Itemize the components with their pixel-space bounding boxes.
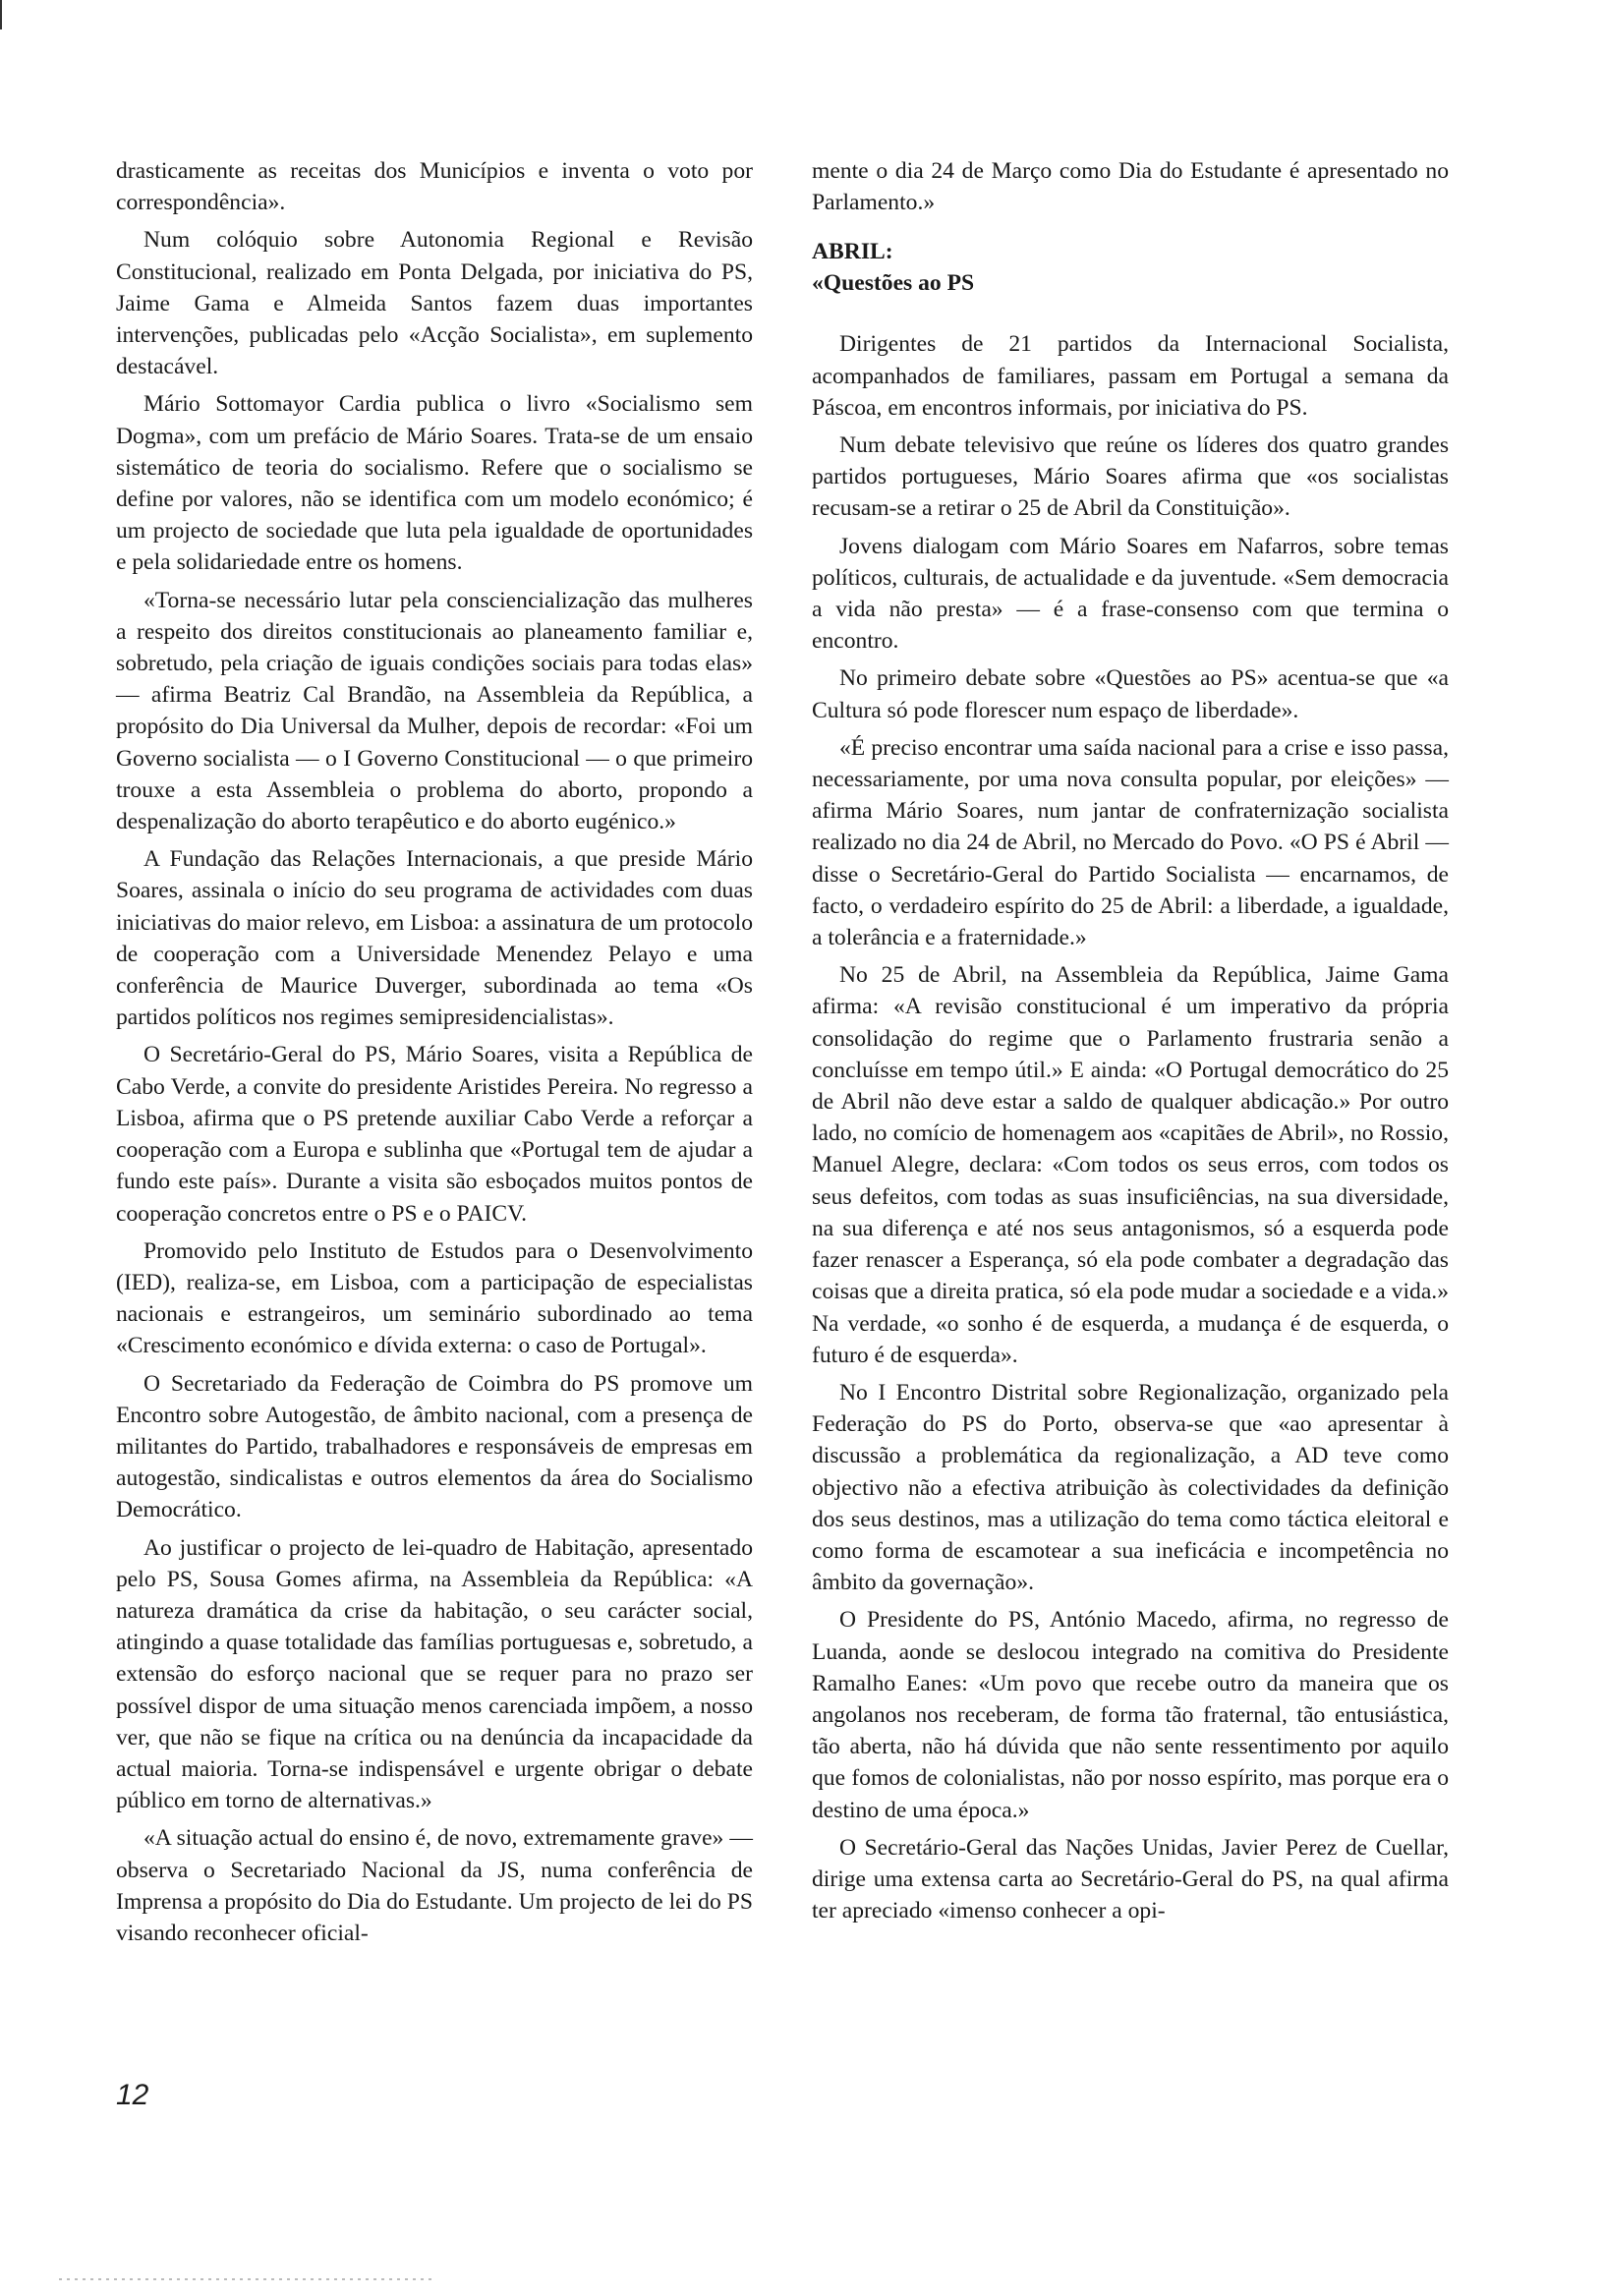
section-subheading: «Questões ao PS	[812, 270, 975, 297]
paragraph: drasticamente as receitas dos Municípios e inventa o voto por correspondência».	[116, 158, 753, 216]
scan-edge-mark	[0, 0, 2, 29]
paragraph: O Presidente do PS, António Macedo, afirma, no regresso de Luanda, aonde se deslocou integrado na comitiva do Presidente Ramalho Eanes: «Um povo que recebe outro da maneira que os angolanos nos receberam, de forma tão fraternal, tão entusiástica, tão aberta, não há dúvida que não sente ressentimento por aquilo que fomos de colonialistas, não por nosso espírito, mas porque era o destino de uma época.»	[812, 1607, 1449, 1823]
paragraph: O Secretário-Geral do PS, Mário Soares, visita a República de Cabo Verde, a convite do presidente Aristides Pereira. No regresso a Lisboa, afirma que o PS pretende auxiliar Cabo Verde a reforçar a cooperação com a Europa e sublinha que «Portugal tem de ajudar a fundo este país». Durante a visita são esboçados muitos pontos de cooperação concretos entre o PS e o PAICV.	[116, 1042, 753, 1227]
right-column	[812, 155, 1449, 1926]
paragraph: A Fundação das Relações Internacionais, a que preside Mário Soares, assinala o início do seu programa de actividades com duas iniciativas do maior relevo, em Lisboa: a assinatura de um protocolo de cooperação com a Universidade Menendez Pelayo e uma conferência de Maurice Duverger, subordinada ao tema «Os partidos políticos nos regimes semipresidencialistas».	[116, 846, 753, 1031]
paragraph: Ao justificar o projecto de lei-quadro de Habitação, apresentado pelo PS, Sousa Gomes afirma, na Assembleia da República: «A natureza dramática da crise da habitação, o seu carácter social, atingindo a quase totalidade das famílias portuguesas e, sobretudo, a extensão do esforço nacional que se requer para no prazo ser possível dispor de uma situação menos carenciada impõem, a nosso ver, que não se fique na crítica ou na denúncia da incapacidade da actual maioria. Torna-se indispensável e urgente obrigar o debate público em torno de alternativas.»	[116, 1534, 753, 1814]
paragraph: Num debate televisivo que reúne os líderes dos quatro grandes partidos portugueses, Mário Soares afirma que «os socialistas recusam-se a retirar o 25 de Abril da Constituição».	[812, 432, 1449, 522]
continued-paragraph: mente o dia 24 de Março como Dia do Estudante é apresentado no Parlamento.»	[812, 158, 1449, 216]
paragraph: No primeiro debate sobre «Questões ao PS» acentua-se que «a Cultura só pode florescer num espaço de liberdade».	[812, 665, 1449, 723]
paragraph: Num colóquio sobre Autonomia Regional e Revisão Constitucional, realizado em Ponta Delgada, por iniciativa do PS, Jaime Gama e Almeida Santos fazem duas importantes intervenções, publicadas pelo «Acção Socialista», em suplemento destacável.	[116, 227, 753, 380]
paragraph: «Torna-se necessário lutar pela consciencialização das mulheres a respeito dos direitos constitucionais ao planeamento familiar e, sobretudo, pela criação de iguais condições sociais para todas elas» — afirma Beatriz Cal Brandão, na Assembleia da República, a propósito do Dia Universal da Mulher, depois de recordar: «Foi um Governo socialista — o I Governo Constitucional — o que primeiro trouxe a esta Assembleia o problema do aborto, propondo a despenalização do aborto terapêutico e do aborto eugénico.»	[116, 587, 753, 835]
paragraph: O Secretariado da Federação de Coimbra do PS promove um Encontro sobre Autogestão, de âmbito nacional, com a presença de militantes do Partido, trabalhadores e responsáveis de empresas em autogestão, sindicalistas e outros elementos da área do Socialismo Democrático.	[116, 1370, 753, 1523]
paragraph: Promovido pelo Instituto de Estudos para o Desenvolvimento (IED), realiza-se, em Lisboa, com a participação de especialistas nacionais e estrangeiros, um seminário subordinado ao tema «Crescimento económico e dívida externa: o caso de Portugal».	[116, 1237, 753, 1359]
paragraph: «A situação actual do ensino é, de novo, extremamente grave» — observa o Secretariado Nacional da JS, numa conferência de Imprensa a propósito do Dia do Estudante. Um projecto de lei do PS visando reconhecer oficial-	[116, 1825, 753, 1946]
paragraph: Dirigentes de 21 partidos da Internacional Socialista, acompanhados de familiares, passam em Portugal a semana da Páscoa, em encontros informais, por iniciativa do PS.	[812, 331, 1449, 421]
left-column	[116, 155, 753, 1949]
paragraph: Mário Sottomayor Cardia publica o livro «Socialismo sem Dogma», com um prefácio de Mário Soares. Trata-se de um ensaio sistemático de teoria do socialismo. Refere que o socialismo se define por valores, não se identifica com um modelo económico; é um projecto de sociedade que luta pela igualdade de oportunidades e pela solidariedade entre os homens.	[116, 391, 753, 576]
paragraph: O Secretário-Geral das Nações Unidas, Javier Perez de Cuellar, dirige uma extensa carta ao Secretário-Geral do PS, na qual afirma ter apreciado «imenso conhecer a opi-	[812, 1834, 1449, 1924]
paragraph: No I Encontro Distrital sobre Regionalização, organizado pela Federação do PS do Porto, observa-se que «ao apresentar à discussão a problemática da regionalização, a AD teve como objectivo não a efectiva atribuição às colectividades da definição dos seus destinos, mas a utilização do tema como táctica eleitoral e como forma de escamotear a sua ineficácia e incompetência no âmbito da governação».	[812, 1379, 1449, 1596]
section-heading: ABRIL:	[812, 239, 893, 265]
paragraph: Jovens dialogam com Mário Soares em Nafarros, sobre temas políticos, culturais, de actualidade e da juventude. «Sem democracia a vida não presta» — é a frase-consenso com que termina o encontro.	[812, 533, 1449, 655]
paragraph: «É preciso encontrar uma saída nacional para a crise e isso passa, necessariamente, por uma nova consulta popular, por eleições» — afirma Mário Soares, num jantar de confraternização socialista realizado no dia 24 de Abril, no Mercado do Povo. «O PS é Abril — disse o Secretário-Geral do Partido Socialista — encarnamos, de facto, o verdadeiro espírito do 25 de Abril: a liberdade, a igualdade, a tolerância e a fraternidade.»	[812, 734, 1449, 951]
paragraph: No 25 de Abril, na Assembleia da República, Jaime Gama afirma: «A revisão constitucional é um imperativo da própria consolidação do regime que o Parlamento frustraria senão a concluísse em tempo útil.» E ainda: «O Portugal democrático do 25 de Abril não deve estar a saldo de qualquer abdicação.» Por outro lado, no comício de homenagem aos «capitães de Abril», no Rossio, Manuel Alegre, declara: «Com todos os seus erros, com todos os seus defeitos, com todas as suas insuficiências, na sua diversidade, na sua diferença e até nos seus antagonismos, só a esquerda pode fazer renascer a Esperança, só ela pode combater a degradação das coisas que a direita pratica, só ela pode mudar a sociedade e a vida.» Na verdade, «o sonho é de esquerda, a mudança é de esquerda, o futuro é de esquerda».	[812, 962, 1449, 1368]
scan-artifact-line	[59, 2278, 432, 2280]
page-number: 12	[116, 2079, 149, 2111]
